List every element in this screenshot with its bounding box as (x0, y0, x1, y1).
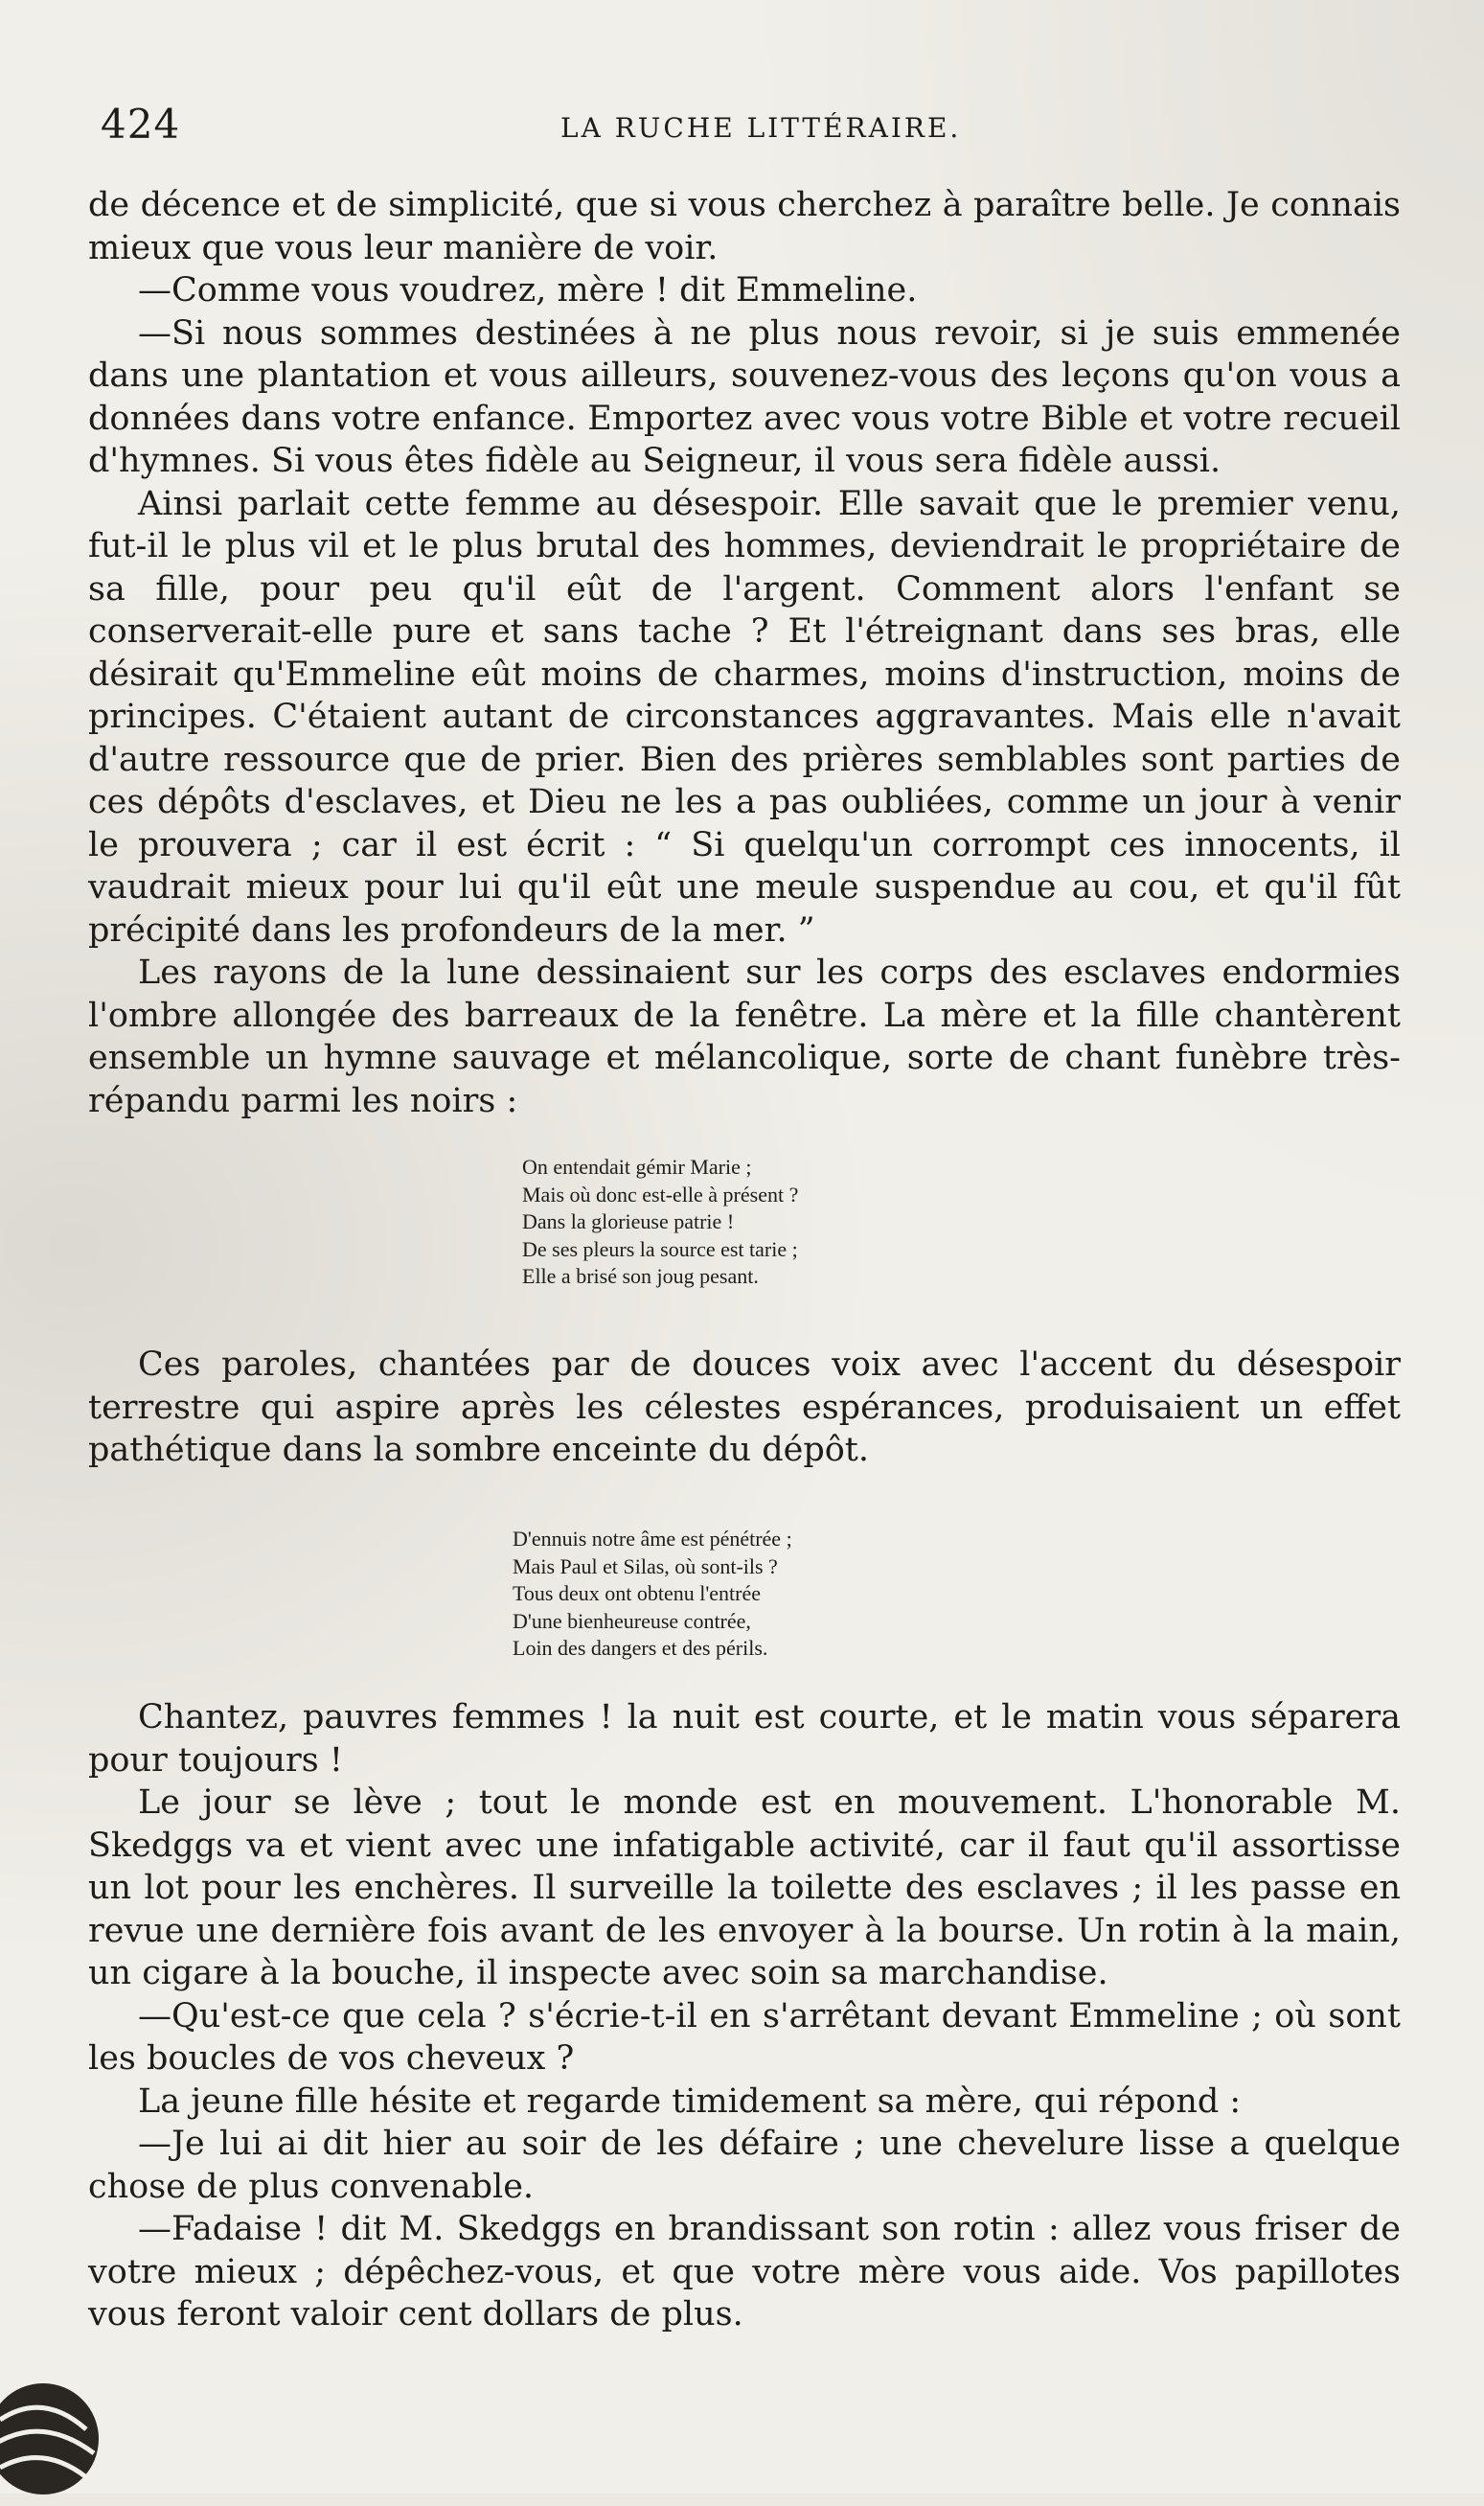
verse-line: On entendait gémir Marie ; (522, 1155, 752, 1179)
verse-line: Elle a brisé son joug pesant. (522, 1264, 759, 1288)
paragraph: Ces paroles, chantées par de douces voix avec l'accent du désespoir terrestre qui aspire après les célestes espérances, produisaient un effet pathétique dans la sombre enceinte du dépôt. (88, 1345, 1401, 1469)
verse-line: Loin des dangers et des périls. (513, 1636, 768, 1660)
verse-line: D'une bienheureuse contrée, (513, 1608, 751, 1633)
text-block-bottom (88, 1696, 1401, 2336)
verse-line: Mais Paul et Silas, où sont-ils ? (513, 1553, 778, 1578)
verse-line: Tous deux ont obtenu l'entrée (513, 1581, 762, 1605)
verse-line: De ses pleurs la source est tarie ; (522, 1236, 798, 1261)
page-number: 424 (101, 101, 181, 148)
paragraph: —Qu'est-ce que cela ? s'écrie-t-il en s'arrêtant devant Emmeline ; où sont les boucles de vos cheveux ? (88, 1996, 1401, 2078)
text-block-middle (88, 1344, 1401, 1472)
paragraph: de décence et de simplicité, que si vous cherchez à paraître belle. Je connais mieux que vous leur manière de voir. (88, 186, 1401, 267)
text-block-top (88, 184, 1401, 1122)
paragraph: —Si nous sommes destinées à ne plus nous revoir, si je suis emmenée dans une plantation et vous ailleurs, souvenez-vous des leçons qu'on vous a données dans votre enfance. Emportez avec vous votre Bible et votre recueil d'hymnes. Si vous êtes fidèle au Seigneur, il vous sera fidèle aussi. (88, 313, 1401, 480)
verse-line: Mais où donc est-elle à présent ? (522, 1182, 799, 1207)
paragraph: Ainsi parlait cette femme au désespoir. Elle savait que le premier venu, fut-il le plus vil et le plus brutal des hommes, deviendrait le propriétaire de sa fille, pour peu qu'il eût de l'argent. Comment alors l'enfant se conserverait-elle pure et sans tache ? Et l'étreignant dans ses bras, elle désirait qu'Emmeline eût moins de charmes, moins d'instruction, moins de principes. C'étaient autant de circonstances aggravantes. Mais elle n'avait d'autre ressource que de prier. Bien des prières semblables sont parties de ces dépôts d'esclaves, et Dieu ne les a pas oubliées, comme un jour à venir le prouvera ; car il est écrit : “ Si quelqu'un corrompt ces innocents, il vaudrait mieux pour lui qu'il eût une meule suspendue au cou, et qu'il fût précipité dans les profondeurs de la mer. ” (88, 484, 1401, 950)
paragraph: La jeune fille hésite et regarde timidement sa mère, qui répond : (138, 2081, 1242, 2121)
paragraph: —Fadaise ! dit M. Skedggs en brandissant son rotin : allez vous friser de votre mieux ; dépêchez-vous, et que votre mère vous aide. Vos papillotes vous feront valoir cent dollars de plus. (88, 2210, 1401, 2334)
verse-line: Dans la glorieuse patrie ! (522, 1209, 735, 1233)
paragraph: Chantez, pauvres femmes ! la nuit est courte, et le matin vous séparera pour toujours ! (88, 1698, 1401, 1780)
running-title: LA RUCHE LITTÉRAIRE. (560, 112, 962, 144)
paragraph: Les rayons de la lune dessinaient sur les corps des esclaves endormies l'ombre allongée des barreaux de la fenêtre. La mère et la fille chantèrent ensemble un hymne sauvage et mélancolique, sorte de chant funèbre très-répandu parmi les noirs : (88, 954, 1401, 1120)
paragraph: —Je lui ai dit hier au soir de les défaire ; une chevelure lisse a quelque chose de plus convenable. (88, 2125, 1401, 2206)
hymn-stanza-1 (522, 1154, 798, 1291)
corner-ornament-icon (0, 2362, 115, 2506)
paragraph: —Comme vous voudrez, mère ! dit Emmeline. (138, 271, 918, 310)
hymn-stanza-2 (513, 1526, 792, 1663)
verse-line: D'ennuis notre âme est pénétrée ; (513, 1527, 792, 1551)
running-head (101, 101, 1384, 149)
paragraph: Le jour se lève ; tout le monde est en mouvement. L'honorable M. Skedggs va et vient avec une infatigable activité, car il faut qu'il assortisse un lot pour les enchères. Il surveille la toilette des esclaves ; il les passe en revue une dernière fois avant de les envoyer à la bourse. Un rotin à la main, un cigare à la bouche, il inspecte avec soin sa marchandise. (88, 1783, 1401, 1992)
